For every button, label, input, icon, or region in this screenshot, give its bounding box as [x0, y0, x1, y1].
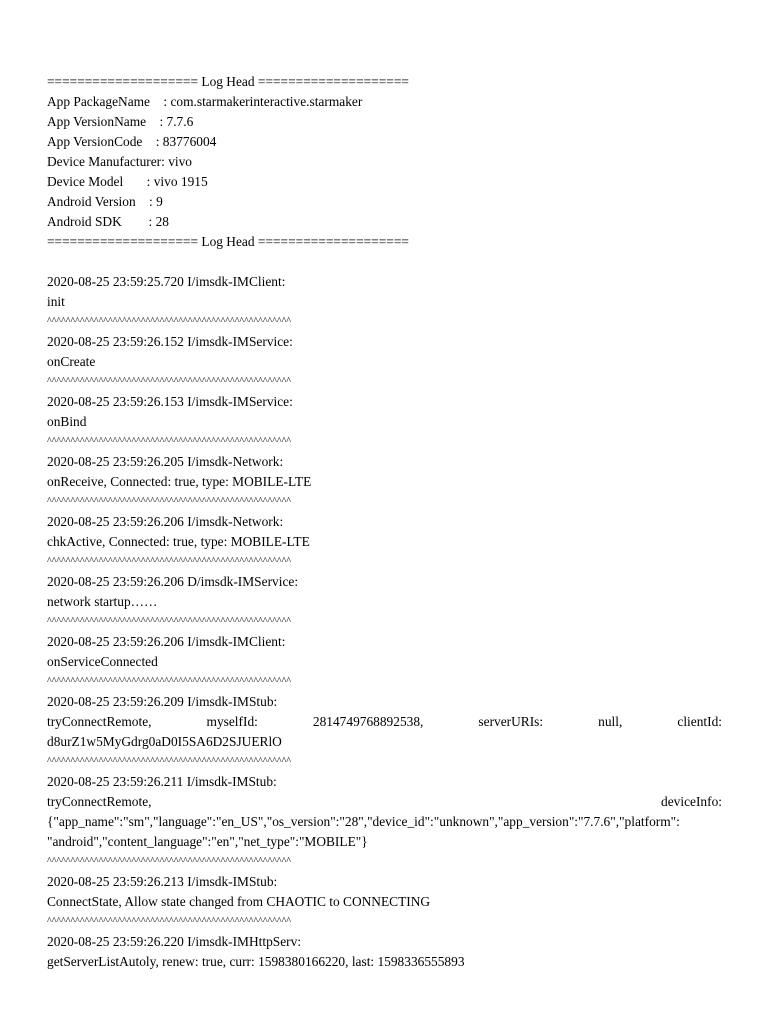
log-separator: ^^^^^^^^^^^^^^^^^^^^^^^^^^^^^^^^^^^^^^^^^^^^^^^^^^^^ — [47, 916, 292, 927]
log-entry-header: 2020-08-25 23:59:26.209 I/imsdk-IMStub: — [47, 694, 278, 709]
head-version-name: App VersionName : 7.7.6 — [47, 114, 194, 129]
log-separator: ^^^^^^^^^^^^^^^^^^^^^^^^^^^^^^^^^^^^^^^^^^^^^^^^^^^^ — [47, 316, 292, 327]
log-entry-header: 2020-08-25 23:59:26.206 I/imsdk-IMClient: — [47, 634, 286, 649]
log-entry-message: onBind — [47, 414, 87, 429]
log-entry-header: 2020-08-25 23:59:26.153 I/imsdk-IMService: — [47, 394, 293, 409]
log-entry-message: network startup…… — [47, 594, 158, 609]
log-head-banner-top: ==================== Log Head ==================== — [47, 74, 409, 89]
log-entry-message: ConnectState, Allow state changed from CHAOTIC to CONNECTING — [47, 894, 431, 909]
head-package-name: App PackageName : com.starmakerinteractive.starmaker — [47, 94, 363, 109]
log-separator: ^^^^^^^^^^^^^^^^^^^^^^^^^^^^^^^^^^^^^^^^^^^^^^^^^^^^ — [47, 676, 292, 687]
head-android-sdk: Android SDK : 28 — [47, 214, 170, 229]
log-entry-header: 2020-08-25 23:59:26.211 I/imsdk-IMStub: — [47, 774, 277, 789]
log-entry-message-continued: {"app_name":"sm","language":"en_US","os_version":"28","device_id":"unknown","app_version":"7.7.6","platform": — [47, 814, 680, 829]
log-entry-message: tryConnectRemote, deviceInfo: — [47, 794, 722, 809]
head-android-version: Android Version : 9 — [47, 194, 163, 209]
log-entry-message: onServiceConnected — [47, 654, 158, 669]
log-entry-message: onReceive, Connected: true, type: MOBILE-LTE — [47, 474, 312, 489]
log-entry-header: 2020-08-25 23:59:26.220 I/imsdk-IMHttpServ: — [47, 934, 302, 949]
log-separator: ^^^^^^^^^^^^^^^^^^^^^^^^^^^^^^^^^^^^^^^^^^^^^^^^^^^^ — [47, 756, 292, 767]
log-separator: ^^^^^^^^^^^^^^^^^^^^^^^^^^^^^^^^^^^^^^^^^^^^^^^^^^^^ — [47, 436, 292, 447]
log-entry-message: getServerListAutoly, renew: true, curr: 1598380166220, last: 1598336555893 — [47, 954, 465, 969]
log-document — [47, 72, 722, 972]
log-entry-header: 2020-08-25 23:59:25.720 I/imsdk-IMClient: — [47, 274, 286, 289]
log-entry-header: 2020-08-25 23:59:26.205 I/imsdk-Network: — [47, 454, 284, 469]
log-separator: ^^^^^^^^^^^^^^^^^^^^^^^^^^^^^^^^^^^^^^^^^^^^^^^^^^^^ — [47, 496, 292, 507]
log-separator: ^^^^^^^^^^^^^^^^^^^^^^^^^^^^^^^^^^^^^^^^^^^^^^^^^^^^ — [47, 556, 292, 567]
log-separator: ^^^^^^^^^^^^^^^^^^^^^^^^^^^^^^^^^^^^^^^^^^^^^^^^^^^^ — [47, 616, 292, 627]
log-entry-header: 2020-08-25 23:59:26.206 D/imsdk-IMService: — [47, 574, 299, 589]
log-separator: ^^^^^^^^^^^^^^^^^^^^^^^^^^^^^^^^^^^^^^^^^^^^^^^^^^^^ — [47, 856, 292, 867]
log-entry-message-continued: "android","content_language":"en","net_type":"MOBILE"} — [47, 834, 368, 849]
log-entry-header: 2020-08-25 23:59:26.213 I/imsdk-IMStub: — [47, 874, 278, 889]
head-device-manufacturer: Device Manufacturer: vivo — [47, 154, 193, 169]
head-version-code: App VersionCode : 83776004 — [47, 134, 217, 149]
log-separator: ^^^^^^^^^^^^^^^^^^^^^^^^^^^^^^^^^^^^^^^^^^^^^^^^^^^^ — [47, 376, 292, 387]
log-entry-header: 2020-08-25 23:59:26.206 I/imsdk-Network: — [47, 514, 284, 529]
log-entry-message: chkActive, Connected: true, type: MOBILE-LTE — [47, 534, 310, 549]
head-device-model: Device Model : vivo 1915 — [47, 174, 208, 189]
log-entry-header: 2020-08-25 23:59:26.152 I/imsdk-IMService: — [47, 334, 293, 349]
log-entry-message: init — [47, 294, 65, 309]
spacer — [47, 252, 722, 272]
log-entry-message: tryConnectRemote, myselfId: 2814749768892538, serverURIs: null, clientId: — [47, 714, 722, 729]
log-entry-message-continued: d8urZ1w5MyGdrg0aD0I5SA6D2SJUERlO — [47, 734, 282, 749]
log-head-banner-bottom: ==================== Log Head ==================== — [47, 234, 409, 249]
log-entry-message: onCreate — [47, 354, 96, 369]
